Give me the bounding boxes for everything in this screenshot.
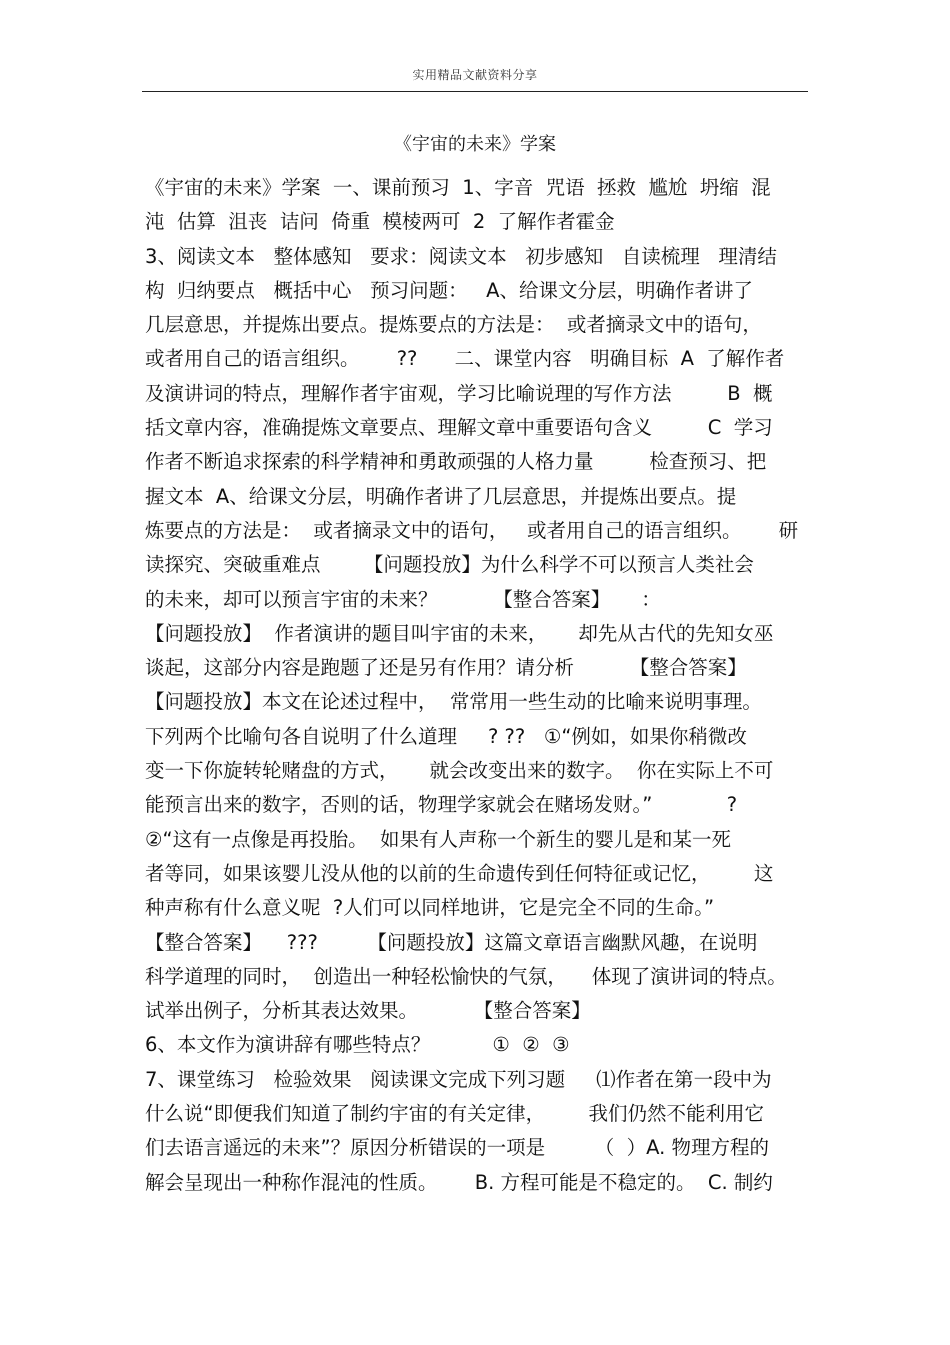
- body-line: 下列两个比喻句各自说明了什么道理 ? ?? ①“例如，如果你稍微改: [145, 724, 747, 748]
- body-line: 者等同，如果该婴儿没从他的以前的生命遗传到任何特征或记忆， 这: [145, 861, 774, 885]
- body-line: 握文本 A、给课文分层，明确作者讲了几层意思，并提炼出要点。提: [145, 484, 737, 508]
- body-line: 及演讲词的特点，理解作者宇宙观，学习比喻说理的写作方法 B 概: [145, 381, 773, 405]
- body-line: 科学道理的同时， 创造出一种轻松愉快的气氛， 体现了演讲词的特点。: [145, 964, 787, 988]
- body-line: 作者不断追求探索的科学精神和勇敢顽强的人格力量 检查预习、把: [145, 450, 767, 474]
- body-line: 【整合答案】 ??? 【问题投放】这篇文章语言幽默风趣，在说明: [145, 930, 758, 954]
- page-header: 实用精品文献资料分享: [412, 68, 538, 82]
- body-line: 炼要点的方法是： 或者摘录文中的语句， 或者用自己的语言组织。 研: [145, 518, 799, 542]
- body-line: 种声称有什么意义呢 ?人们可以同样地讲，它是完全不同的生命。”: [145, 896, 715, 920]
- body-line: 能预言出来的数字，否则的话，物理学家就会在赌场发财。” ?: [145, 793, 738, 817]
- body-line: 解会呈现出一种称作混沌的性质。 B. 方程可能是不稳定的。 C. 制约: [145, 1170, 773, 1194]
- body-line: 沌 估算 沮丧 诘问 倚重 模棱两可 2 了解作者霍金: [145, 210, 615, 234]
- body-line: 们去语言遥远的未来”？原因分析错误的一项是 （ ）A. 物理方程的: [145, 1136, 769, 1160]
- body-line: 【问题投放】本文在论述过程中， 常常用一些生动的比喻来说明事理。: [145, 690, 762, 714]
- body-line: 【问题投放】 作者演讲的题目叫宇宙的未来， 却先从古代的先知女巫: [145, 621, 774, 645]
- body-line: 谈起，这部分内容是跑题了还是另有作用？请分析 【整合答案】: [145, 656, 747, 680]
- body-line: 6、本文作为演讲辞有哪些特点？ ① ② ③: [145, 1033, 570, 1057]
- body-line: 《宇宙的未来》学案 一、课前预习 1、字音 咒语 拯救 尴尬 坍缩 混: [145, 176, 771, 199]
- body-line: ②“这有一点像是再投胎。 如果有人声称一个新生的婴儿是和某一死: [145, 827, 731, 851]
- body-line: 括文章内容，准确提炼文章要点、理解文章中重要语句含义 C 学习: [145, 416, 773, 440]
- body-line: 什么说“即便我们知道了制约宇宙的有关定律， 我们仍然不能利用它: [145, 1102, 764, 1126]
- body-line: 读探究、突破重难点 【问题投放】为什么科学不可以预言人类社会: [145, 553, 754, 577]
- body-line: 构 归纳要点 概括中心 预习问题： A、给课文分层，明确作者讲了: [145, 278, 754, 302]
- body-line: 的未来，却可以预言宇宙的未来？ 【整合答案】 ：: [145, 587, 661, 611]
- body-line: 或者用自己的语言组织。 ?? 二、课堂内容 明确目标 A 了解作者: [145, 347, 785, 371]
- body-line: 变一下你旋转轮赌盘的方式， 就会改变出来的数字。 你在实际上不可: [145, 759, 774, 783]
- header-divider: [142, 91, 808, 92]
- document-body: [145, 171, 811, 1200]
- body-line: 3、阅读文本 整体感知 要求：阅读文本 初步感知 自读梳理 理清结: [145, 244, 777, 268]
- document-title: 《宇宙的未来》学案: [394, 134, 556, 155]
- body-line: 7、课堂练习 检验效果 阅读课文完成下列习题 ⑴作者在第一段中为: [145, 1067, 772, 1091]
- body-line: 几层意思，并提炼出要点。提炼要点的方法是： 或者摘录文中的语句，: [145, 313, 762, 337]
- body-line: 试举出例子，分析其表达效果。 【整合答案】: [145, 999, 591, 1023]
